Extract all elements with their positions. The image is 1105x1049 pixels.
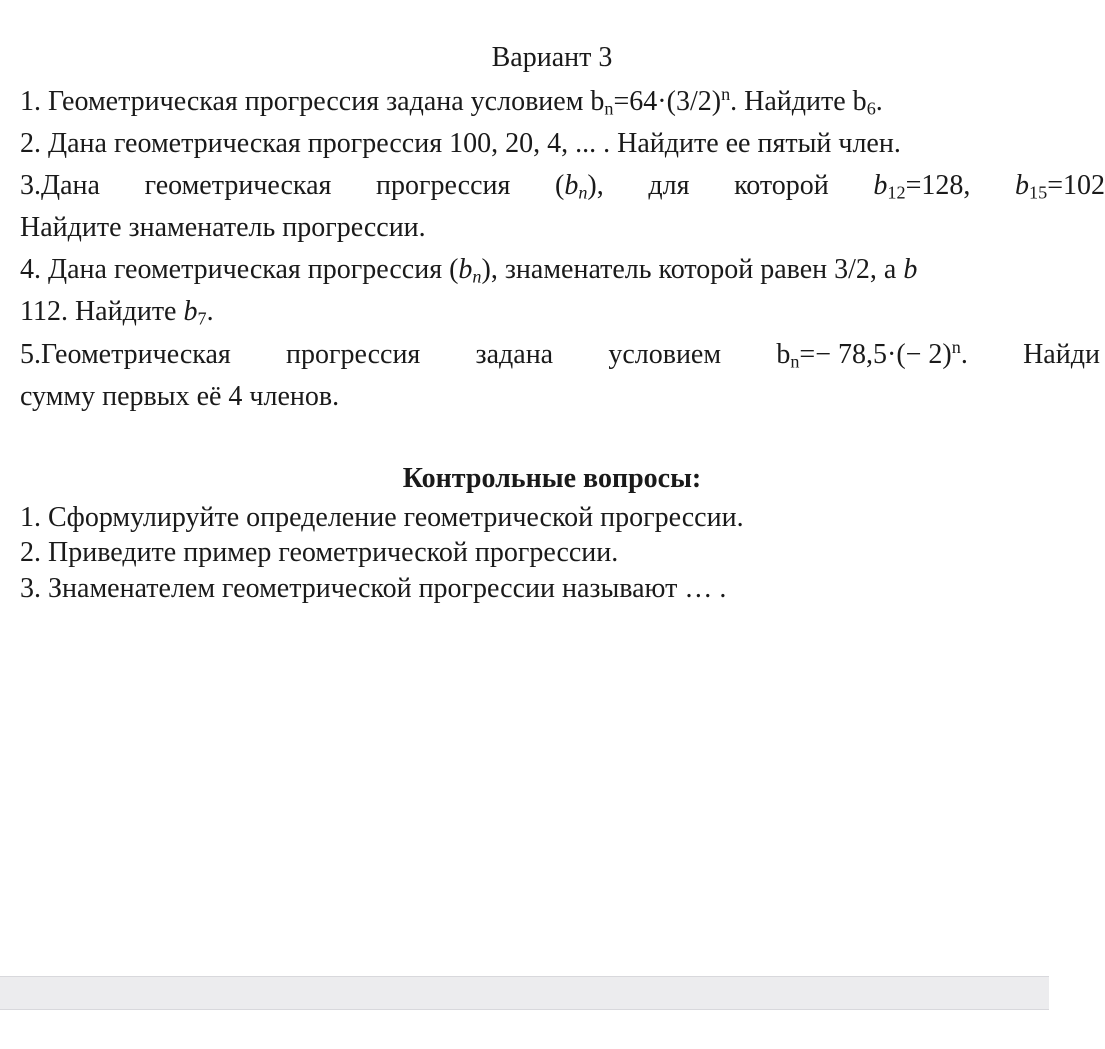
superscript: n [721, 84, 731, 104]
formula-text: . [960, 339, 968, 370]
subscript: n [578, 182, 588, 203]
var-b: b [564, 170, 579, 201]
bottom-toolbar-strip [0, 976, 1049, 1010]
task-text: ), знаменатель которой равен 3/2, а [481, 254, 904, 285]
task-text: Дана геометрическая прогрессия ( [48, 254, 459, 285]
superscript: n [951, 337, 961, 357]
question-3 [20, 571, 726, 607]
subscript: n [790, 351, 800, 372]
subscript: 7 [197, 308, 207, 329]
value: =128, [905, 170, 971, 201]
task-text: 112. Найдите [20, 296, 184, 327]
task-number: 5. [20, 339, 41, 370]
task-word [1015, 168, 1105, 204]
questions-heading: Контрольные вопросы: [402, 463, 702, 494]
task-number: 2. [20, 128, 41, 159]
task-word: условием [608, 339, 722, 370]
task-word: прогрессия [376, 170, 511, 201]
task-text: . Найдите b [730, 86, 867, 117]
task-text: . [206, 296, 214, 327]
formula-text: =− 78,5·(− 2) [799, 339, 952, 370]
task-text: =64·(3/2) [613, 86, 722, 117]
var-b: b [776, 339, 791, 370]
task-word: для [648, 170, 690, 201]
task-word: задана [475, 339, 554, 370]
task-4-line-2 [20, 294, 214, 330]
task-word: Найди [1023, 339, 1100, 370]
subscript: n [472, 266, 482, 287]
question-number: 1. [20, 502, 41, 533]
task-word: Дана [41, 170, 100, 201]
task-text: . [875, 86, 883, 117]
task-word: прогрессия [286, 339, 421, 370]
subscript: 12 [887, 182, 906, 203]
task-5-line-1 [20, 337, 1100, 373]
task-word: которой [734, 170, 829, 201]
var-b: b [1015, 170, 1029, 201]
task-3-line-1 [20, 168, 1105, 204]
task-text: Геометрическая прогрессия задана условием b [48, 86, 605, 117]
question-number: 2. [20, 537, 41, 568]
task-word: Геометрическая [41, 339, 231, 370]
task-5-line-2: сумму первых её 4 членов. [20, 381, 340, 412]
task-1 [20, 84, 883, 120]
var-b: b [873, 170, 888, 201]
task-3-line-2: Найдите знаменатель прогрессии. [20, 212, 426, 243]
question-text: Знаменателем геометрической прогрессии называют … . [48, 573, 727, 604]
task-text: Дана геометрическая прогрессия 100, 20, 4, ... . Найдите ее пятый член. [48, 128, 901, 159]
question-2 [20, 535, 618, 571]
task-word: геометрическая [144, 170, 332, 201]
subscript: 15 [1029, 182, 1048, 203]
subscript: n [604, 98, 614, 119]
variant-title: Вариант 3 [491, 42, 613, 73]
question-text: Сформулируйте определение геометрической прогрессии. [48, 502, 744, 533]
task-word [555, 168, 604, 204]
task-number: 4. [20, 254, 41, 285]
task-number: 3. [20, 170, 41, 201]
formula [776, 337, 968, 373]
task-word [873, 168, 970, 204]
var-b: b [183, 296, 198, 327]
bottom-margin [0, 1010, 1049, 1049]
question-1 [20, 500, 744, 536]
question-text: Приведите пример геометрической прогрессии. [48, 537, 619, 568]
paren: ), [587, 170, 604, 201]
question-number: 3. [20, 573, 41, 604]
task-4-line-1 [20, 252, 917, 288]
task-2 [20, 126, 901, 162]
value: =102 [1047, 170, 1105, 201]
var-b: b [903, 254, 918, 285]
subscript: 6 [866, 98, 876, 119]
paren: ( [554, 170, 565, 201]
task-number: 1. [20, 86, 41, 117]
var-b: b [458, 254, 473, 285]
